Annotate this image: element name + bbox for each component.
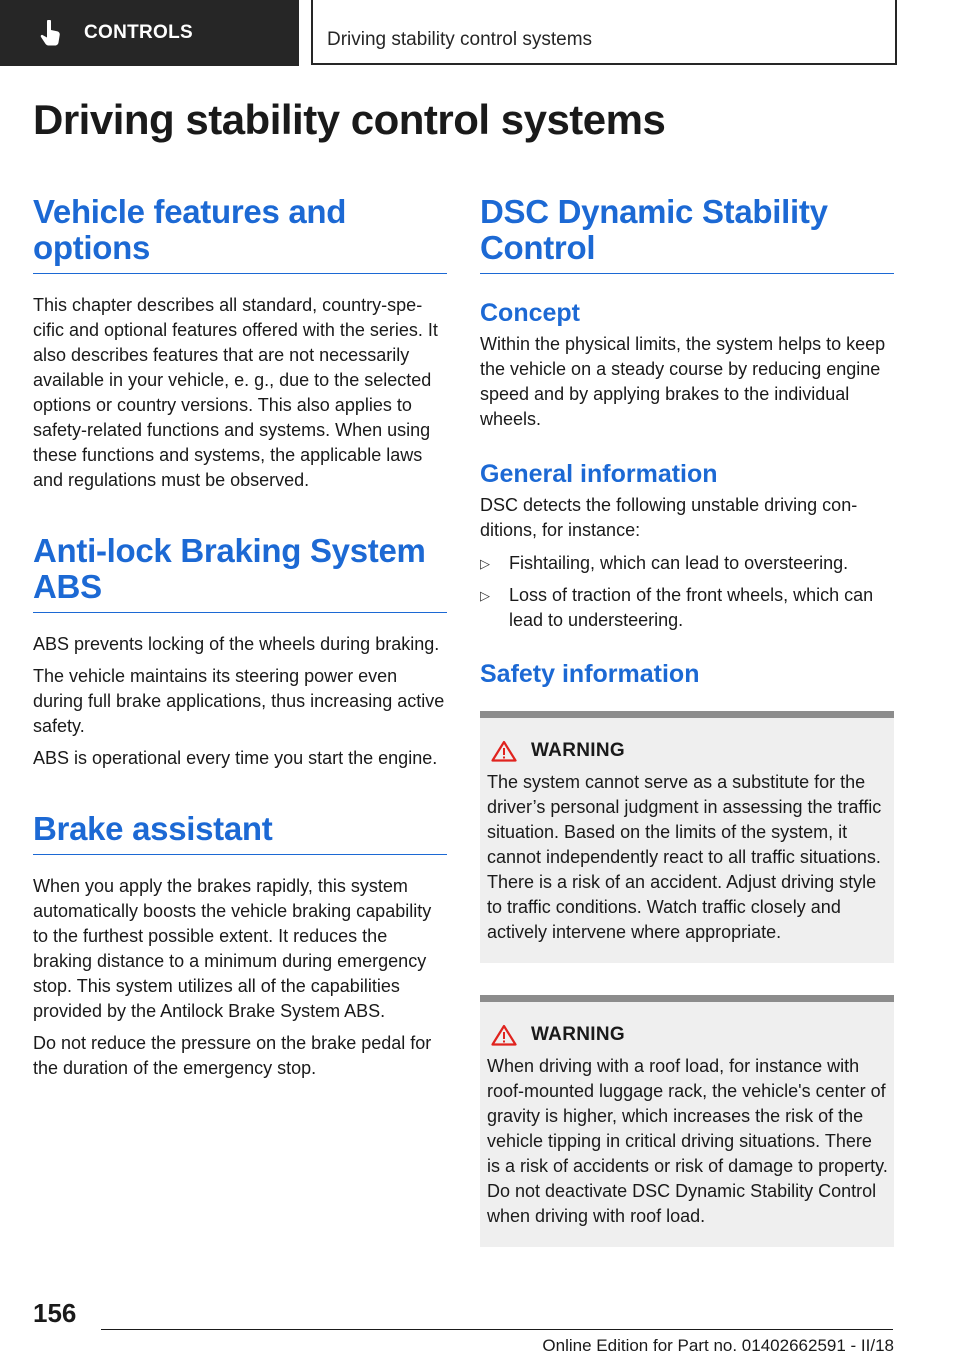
concept-body: Within the physical limits, the system helps to keep the vehicle on a steady course by reducing engine speed and by applying brakes to the individual wheels. xyxy=(480,334,886,429)
pointing-hand-icon xyxy=(40,20,62,46)
chapter-label: Driving stability control systems xyxy=(327,29,593,50)
page-title: Driving stability control systems xyxy=(33,96,666,143)
warning-box xyxy=(480,995,894,1247)
page-header xyxy=(0,0,960,66)
left-column xyxy=(33,194,447,1081)
warning-label: WARNING xyxy=(531,1024,625,1045)
warning-box xyxy=(480,711,894,963)
right-column xyxy=(480,194,894,1247)
warning-header xyxy=(487,1024,888,1046)
warning-text: The system cannot serve as a substitute for the driver’s personal judgment in assessing the traffic situation. Based on the limits of the system, it cannot independently react to all traffic situations. There is a risk of an accident. Adjust driving style to traffic conditions. Watch traffic closely and actively intervene where appropriate. xyxy=(487,772,882,942)
page-number: 156 xyxy=(33,1298,77,1328)
section-tab[interactable] xyxy=(0,0,299,66)
heading-abs: Anti-lock Braking System ABS xyxy=(33,533,447,613)
features-body: This chapter describes all standard, country-specific and optional features offered with the series. It also describes features that are not necessarily available in your vehicle, e. g., due to the selected options or country versions. This also applies to safety-related functions and systems. When using these functions and systems, the applicable laws and regulations must be observed. xyxy=(33,295,438,490)
section-label: CONTROLS xyxy=(84,22,194,43)
list-item: ▷ Fishtailing, which can lead to oversteering. xyxy=(480,551,894,576)
brake-assistant-paragraph-1: When you apply the brakes rapidly, this system automatically boosts the vehicle braking capability to the furthest possible extent. It reduces the braking distance to a minimum during emergency stop. This system utilizes all of the capabilities provided by the Antilock Brake System ABS. xyxy=(33,876,432,1021)
page-footer xyxy=(0,1290,960,1362)
warning-text: When driving with a roof load, for instance with roof-mounted luggage rack, the vehicle's center of gravity is higher, which increases the risk of the vehicle tipping in critical driving situations. There is a risk of accidents or risk of damage to property. Do not deactivate DSC Dynamic Stability Control when driving with roof load. xyxy=(487,1056,888,1226)
abs-paragraph-2: The vehicle maintains its steering power even during full brake applications, thus increasing active safety. xyxy=(33,666,445,736)
heading-vehicle-features: Vehicle features and options xyxy=(33,194,447,274)
chapter-tab xyxy=(311,0,897,65)
heading-safety-information: Safety information xyxy=(480,660,700,688)
heading-concept: Concept xyxy=(480,299,580,327)
heading-general-information: General information xyxy=(480,460,718,488)
warning-triangle-icon xyxy=(491,1024,517,1046)
heading-dsc: DSC Dynamic Stability Control xyxy=(480,194,894,274)
abs-paragraph-3: ABS is operational every time you start the engine. xyxy=(33,748,438,768)
triangle-bullet-icon: ▷ xyxy=(480,588,490,603)
abs-paragraph-1: ABS prevents locking of the wheels during braking. xyxy=(33,634,440,654)
list-item: ▷ Loss of traction of the front wheels, which can lead to understeering. xyxy=(480,585,874,630)
condition-list xyxy=(480,551,894,633)
edition-note: Online Edition for Part no. 01402662591 - II/18 xyxy=(542,1336,894,1355)
warning-label: WARNING xyxy=(531,740,625,761)
warning-header xyxy=(487,740,888,762)
brake-assistant-paragraph-2: Do not reduce the pressure on the brake pedal for the duration of the emergency stop. xyxy=(33,1033,432,1078)
general-body: DSC detects the following unstable driving conditions, for instance: xyxy=(480,495,858,540)
footer-divider xyxy=(101,1329,893,1330)
heading-brake-assistant: Brake assistant xyxy=(33,811,447,855)
warning-triangle-icon xyxy=(491,740,517,762)
triangle-bullet-icon: ▷ xyxy=(480,556,490,571)
